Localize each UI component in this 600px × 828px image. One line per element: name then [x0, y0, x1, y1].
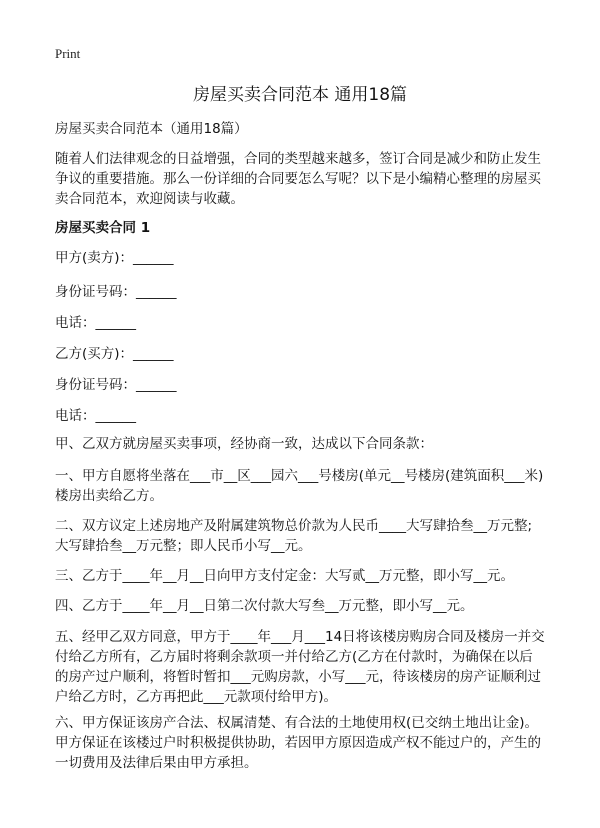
clause-line: 三、乙方于____年__月__日向甲方支付定金：大写贰__万元整，即小写__元。 — [55, 568, 514, 584]
intro-line: 卖合同范本，欢迎阅读与收藏。 — [55, 191, 244, 207]
clause-3 — [55, 566, 555, 586]
seller-phone-field: 电话：______ — [55, 315, 136, 331]
clause-line: 甲方保证在该楼过户时积极提供协助，若因甲方原因造成产权不能过户的，产生的 — [55, 735, 541, 751]
clause-line: 楼房出卖给乙方。 — [55, 488, 163, 504]
clause-line: 四、乙方于____年__月__日第二次付款大写叁__万元整，即小写__元。 — [55, 598, 474, 614]
intro-paragraph — [55, 149, 555, 209]
clause-line: 六、甲方保证该房产合法、权属清楚、有合法的土地使用权(已交纳土地出让金)。 — [55, 715, 539, 731]
clause-2 — [55, 516, 555, 556]
buyer-id-field: 身份证号码：______ — [55, 377, 177, 393]
intro-line: 争议的重要措施。那么一份详细的合同要怎么写呢？以下是小编精心整理的房屋买 — [55, 171, 541, 187]
document-subtitle: 房屋买卖合同范本（通用18篇） — [55, 121, 248, 137]
clause-6 — [55, 713, 555, 773]
buyer-phone-field: 电话：______ — [55, 408, 136, 424]
clause-line: 户给乙方时，乙方再把此___元款项付给甲方)。 — [55, 689, 338, 705]
section-heading: 房屋买卖合同 1 — [55, 220, 151, 236]
clause-line: 的房产过户顺利，将暂时暂扣___元购房款，小写___元，待该楼房的房产证顺利过 — [55, 669, 541, 685]
clause-5 — [55, 627, 555, 707]
page-title: 房屋买卖合同范本 通用18篇 — [192, 85, 408, 105]
clause-1 — [55, 466, 555, 506]
print-link[interactable]: Print — [55, 46, 81, 61]
seller-id-field: 身份证号码：______ — [55, 284, 177, 300]
clause-line: 五、经甲乙双方同意，甲方于____年___月___14日将该楼房购房合同及楼房一并交 — [55, 629, 545, 645]
clause-4 — [55, 596, 555, 616]
agreement-intro: 甲、乙双方就房屋买卖事项，经协商一致，达成以下合同条款： — [55, 436, 433, 452]
clause-line: 付给乙方所有，乙方届时将剩余款项一并付给乙方(乙方在付款时，为确保在以后 — [55, 649, 533, 665]
seller-field: 甲方(卖方)：______ — [55, 250, 174, 266]
clause-line: 一切费用及法律后果由甲方承担。 — [55, 755, 258, 771]
clause-line: 大写肆拾叁__万元整；即人民币小写__元。 — [55, 538, 312, 554]
clause-line: 二、双方议定上述房地产及附属建筑物总价款为人民币____大写肆拾叁__万元整; — [55, 518, 533, 534]
clause-line: 一、甲方自愿将坐落在___市__区___园六___号楼房(单元__号楼房(建筑面积___米) — [55, 468, 544, 484]
intro-line: 随着人们法律观念的日益增强，合同的类型越来越多，签订合同是减少和防止发生 — [55, 151, 541, 167]
buyer-field: 乙方(买方)：______ — [55, 346, 174, 362]
